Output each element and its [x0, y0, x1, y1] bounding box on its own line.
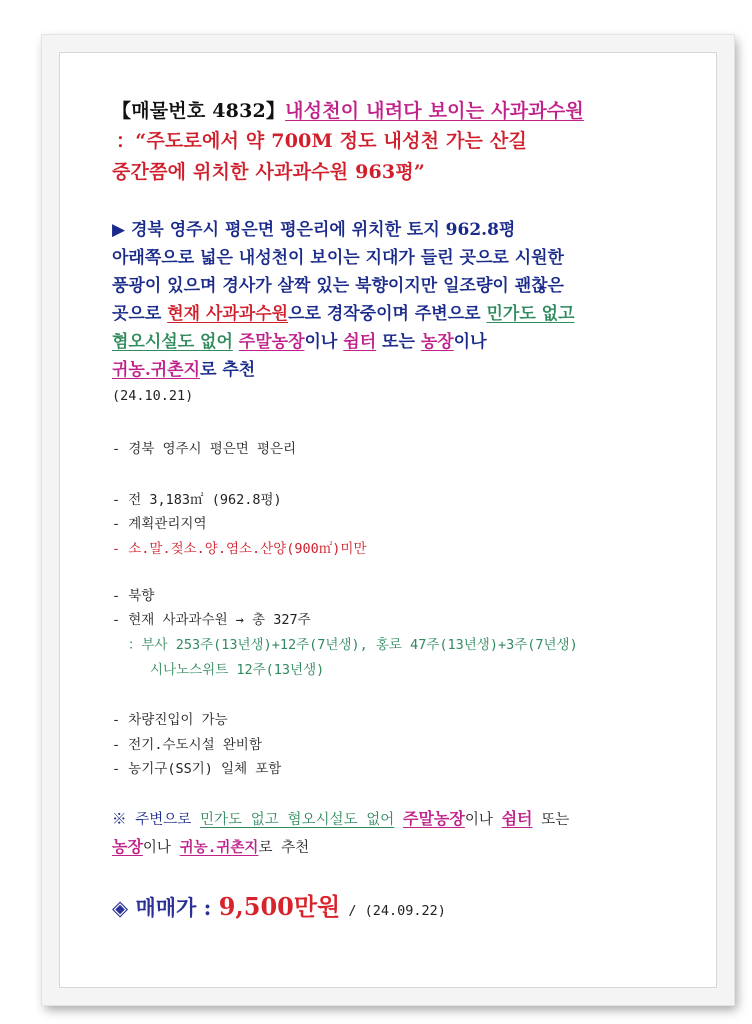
desc-text: 곳으로 — [112, 304, 168, 324]
note-highlight-shelter: 쉼터 — [501, 809, 533, 828]
desc-text: 로 추천 — [200, 360, 256, 380]
desc-line-5 — [112, 327, 487, 352]
spec-utilities: - 전기.수도시설 완비함 — [112, 737, 262, 753]
listing-number: 【매물번호 4832】 — [112, 100, 286, 122]
price-date: / (24.09.22) — [340, 903, 446, 919]
highlight-orchard: 현재 사과과수원 — [167, 304, 289, 324]
desc-text: 으로 경작중이며 주변으로 — [288, 304, 487, 324]
note-highlight-no-houses: 민가도 없고 혐오시설도 없어 — [200, 812, 395, 828]
highlight-return-farming: 귀농.귀촌지 — [112, 360, 201, 380]
desc-line-3: 풍광이 있으며 경사가 살짝 있는 북향이지만 일조량이 괜찮은 — [112, 276, 564, 296]
note-highlight-farm: 농장 — [112, 837, 143, 856]
note-text: 또는 — [532, 812, 570, 828]
listing-headline: 내성천이 내려다 보이는 사과과수원 — [285, 100, 584, 122]
spec-access: - 차량진입이 가능 — [112, 712, 228, 728]
note-line-1 — [112, 806, 569, 829]
desc-line-2: 아래쪽으로 넓은 내성천이 보이는 지대가 들린 곳으로 시원한 — [112, 248, 564, 268]
listing-subtitle-1: ：“주도로에서 약 700M 정도 내성천 가는 산길 — [116, 130, 528, 152]
note-text: 이나 — [464, 812, 502, 828]
note-text: 이나 — [142, 840, 180, 856]
spec-trees-2: 시나노스위트 12주(13년생) — [150, 662, 325, 678]
spec-livestock-limit: - 소.말.젖소.양.염소.산양(900㎡)미만 — [112, 541, 367, 557]
highlight-farm: 농장 — [420, 332, 454, 352]
highlight-shelter: 쉼터 — [343, 332, 377, 352]
spec-zone: - 계획관리지역 — [112, 516, 207, 532]
note-line-2 — [112, 834, 309, 857]
desc-text: 이나 — [304, 332, 344, 352]
listing-title — [112, 96, 584, 123]
spec-area: - 전 3,183㎡ (962.8평) — [112, 492, 282, 508]
note-highlight-return-farming: 귀농.귀촌지 — [179, 840, 259, 856]
desc-line-1: ▶ 경북 영주시 평은면 평은리에 위치한 토지 962.8평 — [112, 220, 516, 240]
spec-trees-1: ：부사 253주(13년생)+12주(7년생), 홍로 47주(13년생)+3주(7년생) — [128, 637, 578, 653]
desc-text: 또는 — [376, 332, 421, 352]
listing-subtitle-2: 중간쯤에 위치한 사과과수원 963평” — [112, 161, 426, 183]
spec-direction: - 북향 — [112, 588, 155, 604]
price-label: ◈ 매매가 : — [112, 895, 219, 920]
note-text — [394, 812, 403, 828]
highlight-no-facilities: 혐오시설도 없어 — [112, 332, 233, 352]
highlight-no-houses: 민가도 없고 — [486, 304, 575, 324]
note-highlight-weekend-farm: 주말농장 — [403, 809, 465, 828]
desc-line-6 — [112, 355, 255, 380]
spec-equipment: - 농기구(SS기) 일체 포함 — [112, 761, 282, 777]
note-text: ※ 주변으로 — [112, 812, 200, 828]
desc-line-4 — [112, 299, 575, 324]
desc-text: 이나 — [453, 332, 487, 352]
price-line — [112, 887, 446, 922]
highlight-weekend-farm: 주말농장 — [238, 332, 305, 352]
price-value: 9,500만원 — [218, 892, 341, 921]
spec-address: - 경북 영주시 평은면 평은리 — [112, 441, 297, 457]
spec-orchard: - 현재 사과과수원 → 총 327주 — [112, 612, 311, 628]
note-text: 로 추천 — [258, 840, 310, 856]
desc-date: (24.10.21) — [112, 388, 194, 404]
